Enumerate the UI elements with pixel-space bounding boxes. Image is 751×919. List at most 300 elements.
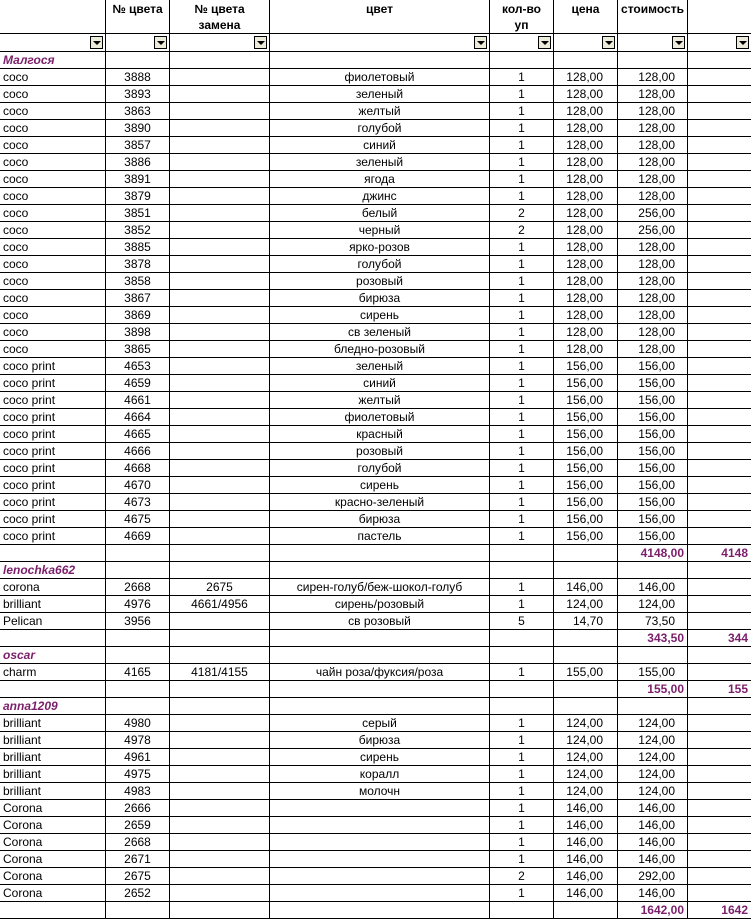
color-number-cell[interactable]: 2671 <box>106 851 170 867</box>
color-number-cell[interactable]: 4165 <box>106 664 170 680</box>
empty-cell[interactable] <box>688 511 751 527</box>
cost-cell[interactable]: 156,00 <box>618 443 688 459</box>
color-cell[interactable]: сирен-голуб/беж-шокол-голуб <box>270 579 490 595</box>
product-cell[interactable]: coco print <box>0 511 106 527</box>
product-cell[interactable]: Corona <box>0 868 106 884</box>
color-cell[interactable]: желтый <box>270 392 490 408</box>
empty-cell[interactable] <box>688 800 751 816</box>
color-cell[interactable]: серый <box>270 715 490 731</box>
price-cell[interactable]: 156,00 <box>554 460 618 476</box>
color-cell[interactable]: сирень <box>270 477 490 493</box>
product-cell[interactable]: coco print <box>0 528 106 544</box>
empty-cell[interactable] <box>554 545 618 561</box>
empty-cell[interactable] <box>688 732 751 748</box>
price-cell[interactable]: 155,00 <box>554 664 618 680</box>
header-cell-quantity[interactable] <box>490 0 554 33</box>
empty-cell[interactable] <box>688 120 751 136</box>
empty-cell[interactable] <box>688 562 751 578</box>
price-cell[interactable]: 128,00 <box>554 307 618 323</box>
price-cell[interactable]: 124,00 <box>554 783 618 799</box>
color-cell[interactable] <box>270 868 490 884</box>
empty-cell[interactable] <box>688 494 751 510</box>
color-number-cell[interactable]: 4961 <box>106 749 170 765</box>
cost-cell[interactable]: 128,00 <box>618 324 688 340</box>
price-cell[interactable]: 128,00 <box>554 69 618 85</box>
color-cell[interactable]: зеленый <box>270 358 490 374</box>
empty-cell[interactable] <box>688 256 751 272</box>
quantity-cell[interactable]: 1 <box>490 579 554 595</box>
color-cell[interactable]: красно-зеленый <box>270 494 490 510</box>
cost-cell[interactable]: 128,00 <box>618 273 688 289</box>
customer-name-cell[interactable]: anna1209 <box>0 698 106 714</box>
quantity-cell[interactable]: 1 <box>490 766 554 782</box>
replacement-cell[interactable] <box>170 324 270 340</box>
cost-cell[interactable]: 124,00 <box>618 783 688 799</box>
color-cell[interactable]: синий <box>270 375 490 391</box>
price-cell[interactable]: 128,00 <box>554 103 618 119</box>
empty-cell[interactable] <box>490 630 554 646</box>
product-cell[interactable]: coco <box>0 137 106 153</box>
empty-cell[interactable] <box>170 681 270 697</box>
empty-cell[interactable] <box>106 647 170 663</box>
price-cell[interactable]: 124,00 <box>554 715 618 731</box>
color-number-cell[interactable]: 2659 <box>106 817 170 833</box>
group-total-rounded-cell[interactable]: 155 <box>727 682 748 696</box>
replacement-cell[interactable] <box>170 188 270 204</box>
empty-cell[interactable] <box>688 392 751 408</box>
empty-cell[interactable] <box>688 375 751 391</box>
product-cell[interactable]: coco <box>0 256 106 272</box>
replacement-cell[interactable] <box>170 120 270 136</box>
replacement-cell[interactable] <box>170 494 270 510</box>
replacement-cell[interactable] <box>170 154 270 170</box>
color-number-cell[interactable]: 4670 <box>106 477 170 493</box>
color-number-cell[interactable]: 3888 <box>106 69 170 85</box>
empty-cell[interactable] <box>688 52 751 68</box>
replacement-cell[interactable] <box>170 103 270 119</box>
empty-cell[interactable] <box>270 902 490 918</box>
empty-cell[interactable] <box>170 902 270 918</box>
empty-cell[interactable] <box>688 817 751 833</box>
empty-cell[interactable] <box>106 52 170 68</box>
price-cell[interactable]: 156,00 <box>554 528 618 544</box>
replacement-cell[interactable] <box>170 783 270 799</box>
empty-cell[interactable] <box>688 273 751 289</box>
group-total-cell[interactable]: 1642,00 <box>618 902 688 918</box>
quantity-cell[interactable]: 1 <box>490 256 554 272</box>
color-cell[interactable]: ярко-розов <box>270 239 490 255</box>
color-number-cell[interactable]: 2668 <box>106 579 170 595</box>
color-number-cell[interactable]: 4666 <box>106 443 170 459</box>
product-cell[interactable]: charm <box>0 664 106 680</box>
customer-name-cell[interactable]: Малгося <box>0 52 106 68</box>
cost-cell[interactable]: 128,00 <box>618 239 688 255</box>
quantity-cell[interactable]: 1 <box>490 885 554 901</box>
replacement-cell[interactable] <box>170 613 270 629</box>
product-cell[interactable]: Pelican <box>0 613 106 629</box>
color-number-cell[interactable]: 4975 <box>106 766 170 782</box>
cost-cell[interactable]: 124,00 <box>618 596 688 612</box>
replacement-cell[interactable] <box>170 732 270 748</box>
product-cell[interactable]: coco <box>0 154 106 170</box>
product-cell[interactable]: coco <box>0 341 106 357</box>
product-cell[interactable]: coco <box>0 324 106 340</box>
empty-cell[interactable] <box>618 52 688 68</box>
empty-cell[interactable] <box>106 681 170 697</box>
quantity-cell[interactable]: 1 <box>490 596 554 612</box>
quantity-cell[interactable]: 1 <box>490 800 554 816</box>
color-cell[interactable]: зеленый <box>270 154 490 170</box>
cost-cell[interactable]: 156,00 <box>618 375 688 391</box>
color-cell[interactable]: ягода <box>270 171 490 187</box>
color-number-cell[interactable]: 3898 <box>106 324 170 340</box>
cost-cell[interactable]: 128,00 <box>618 69 688 85</box>
cost-cell[interactable]: 146,00 <box>618 579 688 595</box>
quantity-cell[interactable]: 1 <box>490 86 554 102</box>
product-cell[interactable]: brilliant <box>0 732 106 748</box>
product-cell[interactable]: coco print <box>0 443 106 459</box>
filter-dropdown-button[interactable] <box>672 36 685 49</box>
color-cell[interactable]: св зеленый <box>270 324 490 340</box>
color-number-cell[interactable]: 3857 <box>106 137 170 153</box>
replacement-cell[interactable] <box>170 749 270 765</box>
product-cell[interactable]: coco <box>0 273 106 289</box>
quantity-cell[interactable]: 1 <box>490 817 554 833</box>
replacement-cell[interactable] <box>170 69 270 85</box>
empty-cell[interactable] <box>688 358 751 374</box>
price-cell[interactable]: 146,00 <box>554 817 618 833</box>
product-cell[interactable]: Corona <box>0 851 106 867</box>
quantity-cell[interactable]: 1 <box>490 443 554 459</box>
product-cell[interactable]: coco <box>0 290 106 306</box>
price-cell[interactable]: 156,00 <box>554 375 618 391</box>
product-cell[interactable]: coco print <box>0 392 106 408</box>
color-number-cell[interactable]: 3891 <box>106 171 170 187</box>
color-number-cell[interactable]: 3885 <box>106 239 170 255</box>
replacement-cell[interactable] <box>170 715 270 731</box>
group-total-rounded-cell[interactable]: 1642 <box>721 903 748 917</box>
empty-cell[interactable] <box>688 188 751 204</box>
quantity-cell[interactable]: 1 <box>490 358 554 374</box>
color-number-cell[interactable]: 4661 <box>106 392 170 408</box>
cost-cell[interactable]: 156,00 <box>618 460 688 476</box>
color-number-cell[interactable]: 3863 <box>106 103 170 119</box>
cost-cell[interactable]: 124,00 <box>618 715 688 731</box>
empty-cell[interactable] <box>270 698 490 714</box>
empty-cell[interactable] <box>688 766 751 782</box>
replacement-cell[interactable] <box>170 171 270 187</box>
price-cell[interactable]: 124,00 <box>554 596 618 612</box>
cost-cell[interactable]: 128,00 <box>618 154 688 170</box>
empty-cell[interactable] <box>688 477 751 493</box>
filter-dropdown-button[interactable] <box>602 36 615 49</box>
quantity-cell[interactable]: 1 <box>490 494 554 510</box>
empty-cell[interactable] <box>688 783 751 799</box>
replacement-cell[interactable] <box>170 800 270 816</box>
color-cell[interactable]: белый <box>270 205 490 221</box>
empty-cell[interactable] <box>688 205 751 221</box>
color-number-cell[interactable]: 3879 <box>106 188 170 204</box>
cost-cell[interactable]: 292,00 <box>618 868 688 884</box>
empty-cell[interactable] <box>554 562 618 578</box>
filter-dropdown-button[interactable] <box>538 36 551 49</box>
empty-cell[interactable] <box>490 698 554 714</box>
cost-cell[interactable]: 124,00 <box>618 766 688 782</box>
empty-cell[interactable] <box>106 630 170 646</box>
replacement-cell[interactable]: 2675 <box>170 579 270 595</box>
replacement-cell[interactable] <box>170 273 270 289</box>
empty-cell[interactable] <box>688 137 751 153</box>
empty-cell[interactable] <box>490 681 554 697</box>
price-cell[interactable]: 128,00 <box>554 290 618 306</box>
price-cell[interactable]: 128,00 <box>554 256 618 272</box>
quantity-cell[interactable]: 1 <box>490 171 554 187</box>
replacement-cell[interactable] <box>170 222 270 238</box>
price-cell[interactable]: 156,00 <box>554 409 618 425</box>
replacement-cell[interactable] <box>170 868 270 884</box>
price-cell[interactable]: 146,00 <box>554 885 618 901</box>
quantity-cell[interactable]: 1 <box>490 426 554 442</box>
empty-cell[interactable] <box>688 426 751 442</box>
quantity-cell[interactable]: 1 <box>490 188 554 204</box>
color-cell[interactable]: бледно-розовый <box>270 341 490 357</box>
replacement-cell[interactable] <box>170 358 270 374</box>
replacement-cell[interactable] <box>170 239 270 255</box>
price-cell[interactable]: 128,00 <box>554 188 618 204</box>
price-cell[interactable]: 146,00 <box>554 851 618 867</box>
cost-cell[interactable]: 155,00 <box>618 664 688 680</box>
color-cell[interactable] <box>270 851 490 867</box>
price-cell[interactable]: 128,00 <box>554 341 618 357</box>
color-cell[interactable]: голубой <box>270 120 490 136</box>
price-cell[interactable]: 128,00 <box>554 273 618 289</box>
quantity-cell[interactable]: 5 <box>490 613 554 629</box>
empty-cell[interactable] <box>618 698 688 714</box>
color-number-cell[interactable]: 3956 <box>106 613 170 629</box>
price-cell[interactable]: 146,00 <box>554 868 618 884</box>
quantity-cell[interactable]: 1 <box>490 511 554 527</box>
empty-cell[interactable] <box>170 52 270 68</box>
color-number-cell[interactable]: 3893 <box>106 86 170 102</box>
empty-cell[interactable] <box>0 681 106 697</box>
color-cell[interactable]: голубой <box>270 256 490 272</box>
product-cell[interactable]: coco print <box>0 409 106 425</box>
color-number-cell[interactable]: 4983 <box>106 783 170 799</box>
color-number-cell[interactable]: 4659 <box>106 375 170 391</box>
price-cell[interactable]: 146,00 <box>554 579 618 595</box>
quantity-cell[interactable]: 1 <box>490 273 554 289</box>
quantity-cell[interactable]: 1 <box>490 69 554 85</box>
cost-cell[interactable]: 128,00 <box>618 188 688 204</box>
cost-cell[interactable]: 146,00 <box>618 851 688 867</box>
header-cell-product[interactable] <box>0 0 106 33</box>
color-number-cell[interactable]: 4669 <box>106 528 170 544</box>
color-number-cell[interactable]: 3852 <box>106 222 170 238</box>
color-cell[interactable]: бирюза <box>270 732 490 748</box>
cost-cell[interactable]: 73,50 <box>618 613 688 629</box>
price-cell[interactable]: 128,00 <box>554 86 618 102</box>
empty-cell[interactable] <box>688 103 751 119</box>
product-cell[interactable]: brilliant <box>0 715 106 731</box>
cost-cell[interactable]: 156,00 <box>618 426 688 442</box>
empty-cell[interactable] <box>688 715 751 731</box>
empty-cell[interactable] <box>688 647 751 663</box>
replacement-cell[interactable] <box>170 477 270 493</box>
quantity-cell[interactable]: 1 <box>490 120 554 136</box>
color-number-cell[interactable]: 4668 <box>106 460 170 476</box>
color-cell[interactable]: коралл <box>270 766 490 782</box>
color-number-cell[interactable]: 3867 <box>106 290 170 306</box>
product-cell[interactable]: coco print <box>0 426 106 442</box>
cost-cell[interactable]: 146,00 <box>618 885 688 901</box>
empty-cell[interactable] <box>688 749 751 765</box>
empty-cell[interactable] <box>170 698 270 714</box>
cost-cell[interactable]: 128,00 <box>618 86 688 102</box>
cost-cell[interactable]: 146,00 <box>618 800 688 816</box>
product-cell[interactable]: Corona <box>0 800 106 816</box>
price-cell[interactable]: 156,00 <box>554 443 618 459</box>
customer-name-cell[interactable]: oscar <box>0 647 106 663</box>
empty-cell[interactable] <box>688 664 751 680</box>
empty-cell[interactable] <box>688 307 751 323</box>
empty-cell[interactable] <box>270 545 490 561</box>
replacement-cell[interactable] <box>170 766 270 782</box>
empty-cell[interactable] <box>554 902 618 918</box>
quantity-cell[interactable]: 1 <box>490 783 554 799</box>
replacement-cell[interactable]: 4661/4956 <box>170 596 270 612</box>
empty-cell[interactable] <box>270 681 490 697</box>
header-cell-replacement[interactable] <box>170 0 270 33</box>
replacement-cell[interactable] <box>170 851 270 867</box>
quantity-cell[interactable]: 1 <box>490 307 554 323</box>
filter-dropdown-button[interactable] <box>474 36 487 49</box>
empty-cell[interactable] <box>688 851 751 867</box>
cost-cell[interactable]: 156,00 <box>618 358 688 374</box>
price-cell[interactable]: 156,00 <box>554 511 618 527</box>
empty-cell[interactable] <box>688 579 751 595</box>
price-cell[interactable]: 156,00 <box>554 358 618 374</box>
quantity-cell[interactable]: 2 <box>490 868 554 884</box>
price-cell[interactable]: 146,00 <box>554 800 618 816</box>
cost-cell[interactable]: 156,00 <box>618 528 688 544</box>
color-cell[interactable]: красный <box>270 426 490 442</box>
color-number-cell[interactable]: 4673 <box>106 494 170 510</box>
color-number-cell[interactable]: 3890 <box>106 120 170 136</box>
cost-cell[interactable]: 128,00 <box>618 137 688 153</box>
color-cell[interactable] <box>270 817 490 833</box>
empty-cell[interactable] <box>490 647 554 663</box>
cost-cell[interactable]: 128,00 <box>618 256 688 272</box>
price-cell[interactable]: 128,00 <box>554 205 618 221</box>
product-cell[interactable]: coco <box>0 188 106 204</box>
empty-cell[interactable] <box>270 562 490 578</box>
color-number-cell[interactable]: 3886 <box>106 154 170 170</box>
quantity-cell[interactable]: 1 <box>490 851 554 867</box>
header-cell-price[interactable] <box>554 0 618 33</box>
color-number-cell[interactable]: 4980 <box>106 715 170 731</box>
cost-cell[interactable]: 256,00 <box>618 222 688 238</box>
empty-cell[interactable] <box>270 630 490 646</box>
product-cell[interactable]: Corona <box>0 834 106 850</box>
quantity-cell[interactable]: 1 <box>490 324 554 340</box>
group-total-cell[interactable]: 4148,00 <box>618 545 688 561</box>
color-number-cell[interactable]: 2668 <box>106 834 170 850</box>
color-number-cell[interactable]: 4978 <box>106 732 170 748</box>
price-cell[interactable]: 124,00 <box>554 766 618 782</box>
empty-cell[interactable] <box>270 647 490 663</box>
replacement-cell[interactable] <box>170 460 270 476</box>
quantity-cell[interactable]: 1 <box>490 749 554 765</box>
price-cell[interactable]: 124,00 <box>554 749 618 765</box>
empty-cell[interactable] <box>688 69 751 85</box>
color-cell[interactable]: черный <box>270 222 490 238</box>
price-cell[interactable]: 128,00 <box>554 171 618 187</box>
product-cell[interactable]: brilliant <box>0 783 106 799</box>
empty-cell[interactable] <box>554 698 618 714</box>
color-cell[interactable]: розовый <box>270 443 490 459</box>
empty-cell[interactable] <box>106 545 170 561</box>
group-total-cell[interactable]: 343,50 <box>618 630 688 646</box>
color-cell[interactable]: чайн роза/фуксия/роза <box>270 664 490 680</box>
empty-cell[interactable] <box>270 52 490 68</box>
color-number-cell[interactable]: 3865 <box>106 341 170 357</box>
quantity-cell[interactable]: 1 <box>490 154 554 170</box>
quantity-cell[interactable]: 1 <box>490 732 554 748</box>
color-number-cell[interactable]: 4675 <box>106 511 170 527</box>
replacement-cell[interactable] <box>170 817 270 833</box>
quantity-cell[interactable]: 2 <box>490 222 554 238</box>
filter-dropdown-button[interactable] <box>154 36 167 49</box>
empty-cell[interactable] <box>688 698 751 714</box>
price-cell[interactable]: 124,00 <box>554 732 618 748</box>
product-cell[interactable]: brilliant <box>0 596 106 612</box>
price-cell[interactable]: 128,00 <box>554 137 618 153</box>
cost-cell[interactable]: 256,00 <box>618 205 688 221</box>
empty-cell[interactable] <box>688 885 751 901</box>
price-cell[interactable]: 128,00 <box>554 222 618 238</box>
cost-cell[interactable]: 156,00 <box>618 392 688 408</box>
color-cell[interactable]: фиолетовый <box>270 409 490 425</box>
empty-cell[interactable] <box>688 868 751 884</box>
color-cell[interactable]: джинс <box>270 188 490 204</box>
color-cell[interactable]: пастель <box>270 528 490 544</box>
cost-cell[interactable]: 128,00 <box>618 171 688 187</box>
replacement-cell[interactable] <box>170 511 270 527</box>
replacement-cell[interactable] <box>170 885 270 901</box>
product-cell[interactable]: coco <box>0 222 106 238</box>
color-number-cell[interactable]: 4976 <box>106 596 170 612</box>
quantity-cell[interactable]: 1 <box>490 715 554 731</box>
empty-cell[interactable] <box>170 545 270 561</box>
color-cell[interactable]: синий <box>270 137 490 153</box>
header-cell-color-number[interactable] <box>106 0 170 33</box>
empty-cell[interactable] <box>554 681 618 697</box>
quantity-cell[interactable]: 1 <box>490 834 554 850</box>
quantity-cell[interactable]: 1 <box>490 375 554 391</box>
empty-cell[interactable] <box>554 630 618 646</box>
price-cell[interactable]: 146,00 <box>554 834 618 850</box>
price-cell[interactable]: 128,00 <box>554 324 618 340</box>
cost-cell[interactable]: 156,00 <box>618 477 688 493</box>
group-total-rounded-cell[interactable]: 344 <box>727 631 748 645</box>
cost-cell[interactable]: 128,00 <box>618 120 688 136</box>
color-number-cell[interactable]: 4653 <box>106 358 170 374</box>
color-cell[interactable]: голубой <box>270 460 490 476</box>
empty-cell[interactable] <box>688 834 751 850</box>
replacement-cell[interactable] <box>170 256 270 272</box>
color-number-cell[interactable]: 4665 <box>106 426 170 442</box>
empty-cell[interactable] <box>688 460 751 476</box>
